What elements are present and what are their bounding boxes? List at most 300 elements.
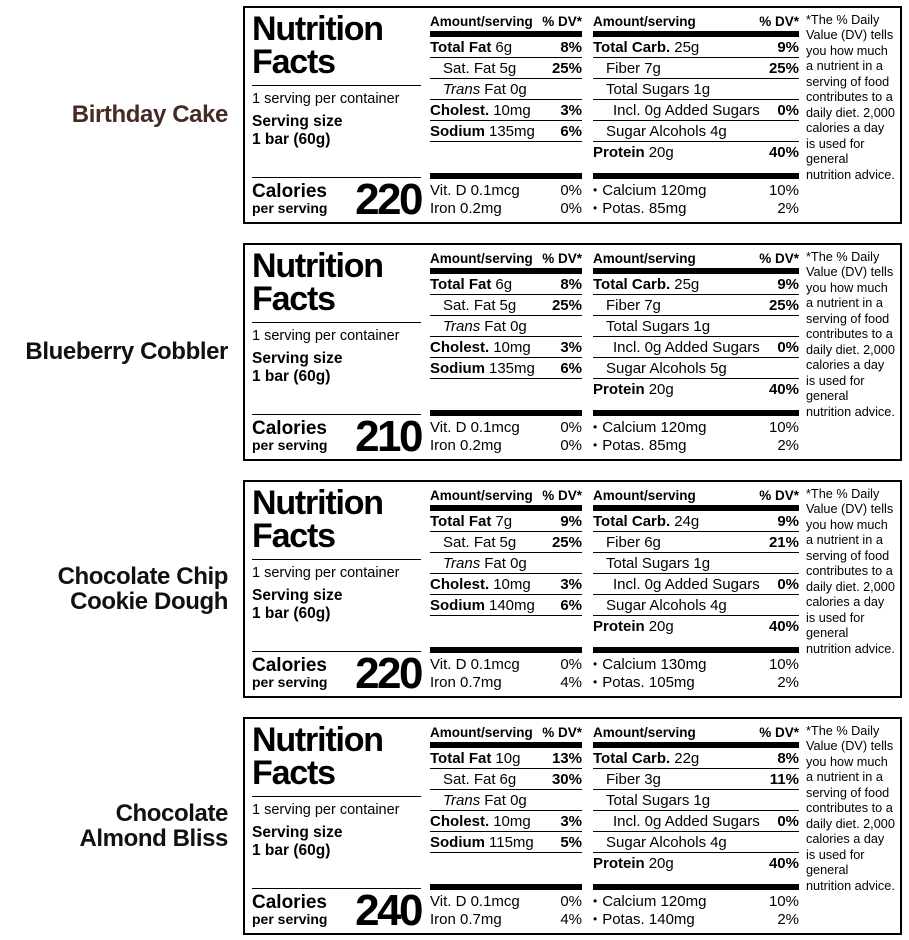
bullet-icon: • bbox=[593, 183, 598, 197]
serving-size-value: 1 bar (60g) bbox=[252, 842, 331, 860]
dv-header: % DV* bbox=[759, 725, 799, 740]
nutrient-dv: 0% bbox=[777, 338, 799, 356]
calories-block bbox=[252, 175, 421, 224]
flavor-line: Blueberry Cobbler bbox=[25, 338, 228, 366]
nutrient-name: Sodium bbox=[430, 833, 485, 851]
nutrient-row bbox=[593, 337, 799, 358]
flavor-label bbox=[0, 102, 228, 127]
nutrition-facts-panel bbox=[243, 717, 902, 935]
column-header bbox=[593, 486, 799, 503]
product-row bbox=[0, 6, 909, 224]
mineral-dv: 10% bbox=[768, 418, 799, 436]
nutrient-dv: 30% bbox=[551, 770, 582, 788]
thick-rule bbox=[593, 884, 799, 890]
nutrient-name: Sugar Alcohols bbox=[606, 359, 707, 377]
nutrient-value: 20g bbox=[648, 618, 674, 635]
nutrient-dv: 40% bbox=[768, 381, 799, 398]
nutrient-name: Sat. Fat bbox=[443, 533, 496, 551]
column-header bbox=[430, 723, 582, 740]
mineral-row bbox=[593, 892, 799, 910]
nutrient-name: Total Sugars bbox=[606, 554, 690, 572]
nutrient-value: 20g bbox=[648, 144, 674, 161]
servings-per-container: 1 serving per container bbox=[252, 801, 400, 818]
vitamin-dv: 0% bbox=[560, 436, 582, 454]
nutrient-value: 135mg bbox=[489, 359, 535, 377]
dv-header: % DV* bbox=[759, 488, 799, 503]
nutrient-value: 1g bbox=[693, 317, 711, 335]
nutrient-row bbox=[593, 142, 799, 163]
nutrient-value: 7g bbox=[495, 512, 513, 530]
nutrient-name: Total Fat bbox=[430, 512, 492, 530]
nutrient-dv: 3% bbox=[560, 812, 582, 830]
bullet-icon: • bbox=[593, 438, 598, 452]
bullet-icon: • bbox=[593, 894, 598, 908]
mineral-dv: 2% bbox=[777, 436, 799, 454]
carb-column bbox=[593, 8, 799, 222]
nutrient-value: 5g bbox=[499, 533, 517, 551]
mineral-text: Calcium 120mg bbox=[602, 181, 707, 199]
column-header bbox=[430, 12, 582, 29]
flavor-label bbox=[0, 801, 228, 852]
nutrient-row bbox=[593, 511, 799, 532]
nutrient-row bbox=[593, 769, 799, 790]
nutrient-dv: 6% bbox=[560, 122, 582, 140]
vitamin-text: Vit. D 0.1mcg bbox=[430, 181, 520, 199]
nutrient-dv: 11% bbox=[769, 770, 799, 788]
mineral-text: Potas. 85mg bbox=[602, 436, 687, 454]
dv-footnote: *The % Daily Value (DV) tells you how much a nutrient in a serving of food contributes to a daily diet. 2,000 calories a day is used for general nutrition advice. bbox=[806, 250, 895, 419]
nutrient-dv: 40% bbox=[768, 618, 799, 635]
minerals-section bbox=[593, 410, 799, 454]
bullet-icon: • bbox=[593, 912, 598, 926]
calories-caption bbox=[252, 656, 327, 690]
nutrient-value: Fat 0g bbox=[484, 554, 527, 572]
nutrient-row bbox=[593, 379, 799, 400]
mineral-text: Calcium 120mg bbox=[602, 418, 707, 436]
divider bbox=[252, 322, 421, 323]
flavor-label bbox=[0, 564, 228, 615]
nutrient-name: Fiber bbox=[606, 296, 641, 314]
nutrient-name: Total Sugars bbox=[606, 791, 690, 809]
mineral-dv: 10% bbox=[768, 181, 799, 199]
nutrient-dv: 8% bbox=[560, 38, 582, 56]
vitamin-dv: 4% bbox=[560, 910, 582, 928]
calories-value: 220 bbox=[355, 649, 421, 698]
nutrient-row bbox=[593, 616, 799, 637]
nutrient-name: Fiber bbox=[606, 533, 641, 551]
nutrient-name: Total Fat bbox=[430, 38, 492, 56]
thick-rule bbox=[430, 410, 582, 416]
nutrient-dv: 25% bbox=[551, 59, 582, 77]
nutrient-value: 20g bbox=[648, 855, 674, 872]
dv-header: % DV* bbox=[542, 14, 582, 29]
thick-rule bbox=[430, 884, 582, 890]
nutrient-value: 115mg bbox=[489, 833, 534, 851]
vitamin-row bbox=[430, 673, 582, 691]
nutrient-name: Total Carb. bbox=[593, 38, 671, 56]
dv-header: % DV* bbox=[542, 725, 582, 740]
flavor-line: Cookie Dough bbox=[70, 588, 228, 615]
vitamin-row bbox=[430, 418, 582, 436]
fat-column bbox=[430, 245, 582, 459]
mineral-text: Potas. 85mg bbox=[602, 199, 687, 217]
nutrient-row bbox=[430, 121, 582, 142]
dv-header: % DV* bbox=[759, 14, 799, 29]
title-line: Facts bbox=[252, 754, 335, 793]
nutrient-value: 6g bbox=[644, 533, 661, 551]
nutrient-name: Protein bbox=[593, 381, 645, 398]
nutrient-row bbox=[593, 832, 799, 853]
nutrient-value: 25g bbox=[674, 275, 700, 293]
calories-value: 220 bbox=[355, 175, 421, 224]
nutrient-name: Total Sugars bbox=[606, 80, 690, 98]
nutrition-facts-panel bbox=[243, 243, 902, 461]
nutrient-dv: 6% bbox=[560, 596, 582, 614]
nutrient-row bbox=[593, 574, 799, 595]
thick-rule bbox=[593, 173, 799, 179]
calories-value: 210 bbox=[355, 412, 421, 461]
dv-header: % DV* bbox=[542, 488, 582, 503]
nutrient-value: 135mg bbox=[489, 122, 535, 140]
calories-block bbox=[252, 412, 421, 461]
nutrient-value: 10mg bbox=[493, 575, 531, 593]
flavor-label bbox=[0, 339, 228, 364]
column-header bbox=[430, 249, 582, 266]
calories-label: Calories bbox=[252, 654, 327, 676]
amount-serving-header: Amount/serving bbox=[430, 251, 533, 266]
nutrient-dv: 3% bbox=[560, 338, 582, 356]
fat-column bbox=[430, 482, 582, 696]
title-line: Nutrition bbox=[252, 247, 383, 285]
nutrient-dv: 6% bbox=[560, 359, 582, 377]
nutrient-name: Sodium bbox=[430, 359, 485, 377]
nutrient-row bbox=[593, 58, 799, 79]
nutrient-row bbox=[430, 769, 582, 790]
nutrient-row bbox=[430, 811, 582, 832]
nutrient-name: Protein bbox=[593, 618, 645, 635]
amount-serving-header: Amount/serving bbox=[430, 14, 533, 29]
mineral-dv: 2% bbox=[777, 910, 799, 928]
title-line: Nutrition bbox=[252, 721, 383, 759]
nutrient-value: 10mg bbox=[493, 338, 531, 356]
nutrient-value: Fat 0g bbox=[484, 791, 527, 809]
mineral-dv: 10% bbox=[768, 655, 799, 673]
mineral-row bbox=[593, 199, 799, 217]
nutrient-dv: 9% bbox=[777, 38, 799, 56]
calories-caption bbox=[252, 893, 327, 927]
divider bbox=[252, 559, 421, 560]
nutrient-dv: 9% bbox=[777, 275, 799, 293]
bullet-icon: • bbox=[593, 201, 598, 215]
nutrient-row bbox=[430, 532, 582, 553]
calories-label: Calories bbox=[252, 180, 327, 202]
mineral-row bbox=[593, 436, 799, 454]
nutrient-name: Sugar Alcohols bbox=[606, 596, 707, 614]
nutrient-value: 10mg bbox=[493, 101, 531, 119]
calories-sub-label: per serving bbox=[252, 910, 328, 927]
nutrient-dv: 25% bbox=[768, 59, 799, 77]
carb-column bbox=[593, 245, 799, 459]
nutrient-name: Trans bbox=[443, 791, 481, 809]
nutrient-name: Sat. Fat bbox=[443, 59, 496, 77]
vitamin-text: Vit. D 0.1mcg bbox=[430, 655, 520, 673]
vitamin-text: Iron 0.2mg bbox=[430, 436, 502, 454]
nutrient-value: 25g bbox=[674, 38, 700, 56]
vitamin-text: Iron 0.2mg bbox=[430, 199, 502, 217]
nutrient-value: 7g bbox=[644, 296, 661, 314]
nutrient-name: Total Carb. bbox=[593, 512, 671, 530]
nutrient-row bbox=[593, 274, 799, 295]
nutrient-row bbox=[430, 100, 582, 121]
vitamin-dv: 0% bbox=[560, 892, 582, 910]
vitamin-text: Vit. D 0.1mcg bbox=[430, 418, 520, 436]
vitamins-section bbox=[430, 410, 582, 454]
vitamins-section bbox=[430, 884, 582, 928]
mineral-dv: 2% bbox=[777, 673, 799, 691]
nutrient-value: 5g bbox=[710, 359, 727, 377]
calories-caption bbox=[252, 182, 327, 216]
nutrient-row bbox=[430, 553, 582, 574]
nutrition-facts-title bbox=[252, 721, 421, 793]
flavor-line: Chocolate bbox=[115, 799, 228, 827]
nutrient-value: 140mg bbox=[489, 596, 535, 614]
panel-left-column bbox=[245, 245, 421, 459]
nutrient-name: Trans bbox=[443, 554, 481, 572]
nutrient-row bbox=[430, 337, 582, 358]
nutrient-value: Fat 0g bbox=[484, 317, 527, 335]
nutrition-facts-panel bbox=[243, 480, 902, 698]
nutrient-dv: 5% bbox=[560, 833, 582, 851]
panel-left-column bbox=[245, 482, 421, 696]
nutrient-value: 10g bbox=[495, 749, 521, 767]
minerals-section bbox=[593, 173, 799, 217]
calories-sub-label: per serving bbox=[252, 436, 328, 453]
nutrient-name: Sodium bbox=[430, 122, 485, 140]
nutrient-dv: 25% bbox=[551, 533, 582, 551]
nutrient-value: 4g bbox=[710, 596, 727, 614]
nutrient-row bbox=[430, 295, 582, 316]
vitamin-dv: 4% bbox=[560, 673, 582, 691]
amount-serving-header: Amount/serving bbox=[593, 14, 696, 29]
thick-rule bbox=[593, 647, 799, 653]
nutrient-value: 1g bbox=[693, 791, 711, 809]
serving-size-label: Serving size bbox=[252, 823, 343, 841]
servings-per-container: 1 serving per container bbox=[252, 90, 400, 107]
nutrient-row bbox=[430, 58, 582, 79]
nutrient-name: Sodium bbox=[430, 596, 485, 614]
panel-left-column bbox=[245, 719, 421, 933]
nutrient-value: 4g bbox=[710, 122, 727, 140]
vitamin-dv: 0% bbox=[560, 181, 582, 199]
dv-footnote: *The % Daily Value (DV) tells you how much a nutrient in a serving of food contributes to a daily diet. 2,000 calories a day is used for general nutrition advice. bbox=[806, 724, 895, 893]
nutrient-value: 5g bbox=[499, 296, 517, 314]
mineral-row bbox=[593, 673, 799, 691]
nutrient-dv: 0% bbox=[777, 575, 799, 593]
mineral-row bbox=[593, 910, 799, 928]
calories-sub-label: per serving bbox=[252, 199, 328, 216]
minerals-section bbox=[593, 884, 799, 928]
title-line: Facts bbox=[252, 280, 335, 319]
nutrition-facts-title bbox=[252, 247, 421, 319]
dv-footnote: *The % Daily Value (DV) tells you how much a nutrient in a serving of food contributes to a daily diet. 2,000 calories a day is used for general nutrition advice. bbox=[806, 13, 895, 182]
nutrient-value: 20g bbox=[648, 381, 674, 398]
nutrient-name: Total Carb. bbox=[593, 749, 671, 767]
title-line: Facts bbox=[252, 43, 335, 82]
nutrient-row bbox=[593, 295, 799, 316]
nutrient-dv: 0% bbox=[777, 101, 799, 119]
nutrient-row bbox=[430, 37, 582, 58]
nutrient-dv: 9% bbox=[560, 512, 582, 530]
calories-sub-label: per serving bbox=[252, 673, 328, 690]
nutrient-row bbox=[430, 316, 582, 337]
nutrient-name: Incl. 0g Added Sugars bbox=[613, 575, 760, 593]
nutrient-name: Cholest. bbox=[430, 575, 490, 593]
nutrient-dv: 21% bbox=[768, 533, 799, 551]
nutrition-facts-panel bbox=[243, 6, 902, 224]
nutrient-row bbox=[593, 853, 799, 874]
nutrient-value: 10mg bbox=[493, 812, 531, 830]
nutrient-name: Cholest. bbox=[430, 338, 490, 356]
nutrient-row bbox=[593, 595, 799, 616]
amount-serving-header: Amount/serving bbox=[593, 251, 696, 266]
dv-header: % DV* bbox=[542, 251, 582, 266]
nutrient-value: 22g bbox=[674, 749, 700, 767]
nutrient-name: Incl. 0g Added Sugars bbox=[613, 338, 760, 356]
divider bbox=[252, 796, 421, 797]
nutrient-name: Fiber bbox=[606, 770, 641, 788]
nutrient-dv: 8% bbox=[777, 749, 799, 767]
thick-rule bbox=[593, 410, 799, 416]
nutrient-dv: 40% bbox=[768, 855, 799, 872]
nutrient-row bbox=[430, 595, 582, 616]
mineral-text: Potas. 105mg bbox=[602, 673, 695, 691]
calories-caption bbox=[252, 419, 327, 453]
nutrient-row bbox=[430, 79, 582, 100]
mineral-text: Potas. 140mg bbox=[602, 910, 695, 928]
nutrition-facts-title bbox=[252, 10, 421, 82]
serving-size-label: Serving size bbox=[252, 586, 343, 604]
serving-size-label: Serving size bbox=[252, 112, 343, 130]
title-line: Nutrition bbox=[252, 484, 383, 522]
mineral-text: Calcium 130mg bbox=[602, 655, 707, 673]
nutrient-name: Total Fat bbox=[430, 275, 492, 293]
serving-size-label: Serving size bbox=[252, 349, 343, 367]
amount-serving-header: Amount/serving bbox=[430, 725, 533, 740]
vitamin-text: Iron 0.7mg bbox=[430, 673, 502, 691]
nutrient-row bbox=[593, 790, 799, 811]
nutrient-row bbox=[430, 790, 582, 811]
nutrient-name: Total Fat bbox=[430, 749, 492, 767]
nutrient-value: 24g bbox=[674, 512, 700, 530]
nutrient-row bbox=[593, 79, 799, 100]
nutrient-row bbox=[593, 748, 799, 769]
nutrient-name: Sugar Alcohols bbox=[606, 122, 707, 140]
vitamins-section bbox=[430, 173, 582, 217]
serving-size-value: 1 bar (60g) bbox=[252, 368, 331, 386]
nutrient-row bbox=[593, 811, 799, 832]
title-line: Facts bbox=[252, 517, 335, 556]
calories-label: Calories bbox=[252, 417, 327, 439]
nutrient-dv: 25% bbox=[551, 296, 582, 314]
vitamin-row bbox=[430, 910, 582, 928]
divider bbox=[252, 85, 421, 86]
serving-size-value: 1 bar (60g) bbox=[252, 131, 331, 149]
nutrition-facts-title bbox=[252, 484, 421, 556]
nutrient-value: 1g bbox=[693, 554, 711, 572]
nutrient-name: Cholest. bbox=[430, 101, 490, 119]
vitamins-section bbox=[430, 647, 582, 691]
nutrient-row bbox=[593, 553, 799, 574]
nutrient-row bbox=[593, 316, 799, 337]
servings-per-container: 1 serving per container bbox=[252, 327, 400, 344]
nutrient-value: 4g bbox=[710, 833, 727, 851]
nutrient-name: Fiber bbox=[606, 59, 641, 77]
minerals-section bbox=[593, 647, 799, 691]
nutrient-dv: 3% bbox=[560, 575, 582, 593]
nutrient-row bbox=[593, 121, 799, 142]
serving-size-value: 1 bar (60g) bbox=[252, 605, 331, 623]
vitamin-row bbox=[430, 655, 582, 673]
column-header bbox=[593, 12, 799, 29]
mineral-dv: 10% bbox=[768, 892, 799, 910]
nutrient-row bbox=[593, 37, 799, 58]
vitamin-row bbox=[430, 892, 582, 910]
flavor-line: Birthday Cake bbox=[71, 101, 228, 129]
dv-header: % DV* bbox=[759, 251, 799, 266]
nutrient-row bbox=[430, 511, 582, 532]
nutrient-dv: 8% bbox=[560, 275, 582, 293]
nutrient-value: 1g bbox=[693, 80, 711, 98]
vitamin-row bbox=[430, 436, 582, 454]
product-row bbox=[0, 717, 909, 935]
nutrient-name: Incl. 0g Added Sugars bbox=[613, 812, 760, 830]
nutrient-row bbox=[430, 832, 582, 853]
nutrient-dv: 9% bbox=[777, 512, 799, 530]
bullet-icon: • bbox=[593, 420, 598, 434]
nutrient-row bbox=[430, 748, 582, 769]
vitamin-dv: 0% bbox=[560, 199, 582, 217]
nutrient-value: 6g bbox=[495, 38, 513, 56]
nutrient-name: Trans bbox=[443, 80, 481, 98]
thick-rule bbox=[430, 647, 582, 653]
product-row bbox=[0, 243, 909, 461]
flavor-line: Almond Bliss bbox=[79, 825, 228, 852]
nutrient-row bbox=[593, 532, 799, 553]
nutrient-name: Protein bbox=[593, 855, 645, 872]
servings-per-container: 1 serving per container bbox=[252, 564, 400, 581]
nutrient-name: Trans bbox=[443, 317, 481, 335]
panel-left-column bbox=[245, 8, 421, 222]
amount-serving-header: Amount/serving bbox=[593, 488, 696, 503]
vitamin-row bbox=[430, 199, 582, 217]
flavor-line: Chocolate Chip bbox=[57, 562, 228, 590]
nutrient-row bbox=[430, 274, 582, 295]
calories-block bbox=[252, 649, 421, 698]
column-header bbox=[593, 723, 799, 740]
amount-serving-header: Amount/serving bbox=[593, 725, 696, 740]
vitamin-dv: 0% bbox=[560, 418, 582, 436]
nutrient-name: Total Sugars bbox=[606, 317, 690, 335]
vitamin-text: Iron 0.7mg bbox=[430, 910, 502, 928]
bullet-icon: • bbox=[593, 657, 598, 671]
nutrient-name: Total Carb. bbox=[593, 275, 671, 293]
nutrient-dv: 3% bbox=[560, 101, 582, 119]
thick-rule bbox=[430, 173, 582, 179]
carb-column bbox=[593, 719, 799, 933]
fat-column bbox=[430, 719, 582, 933]
nutrient-value: 5g bbox=[499, 59, 517, 77]
nutrient-name: Protein bbox=[593, 144, 645, 161]
